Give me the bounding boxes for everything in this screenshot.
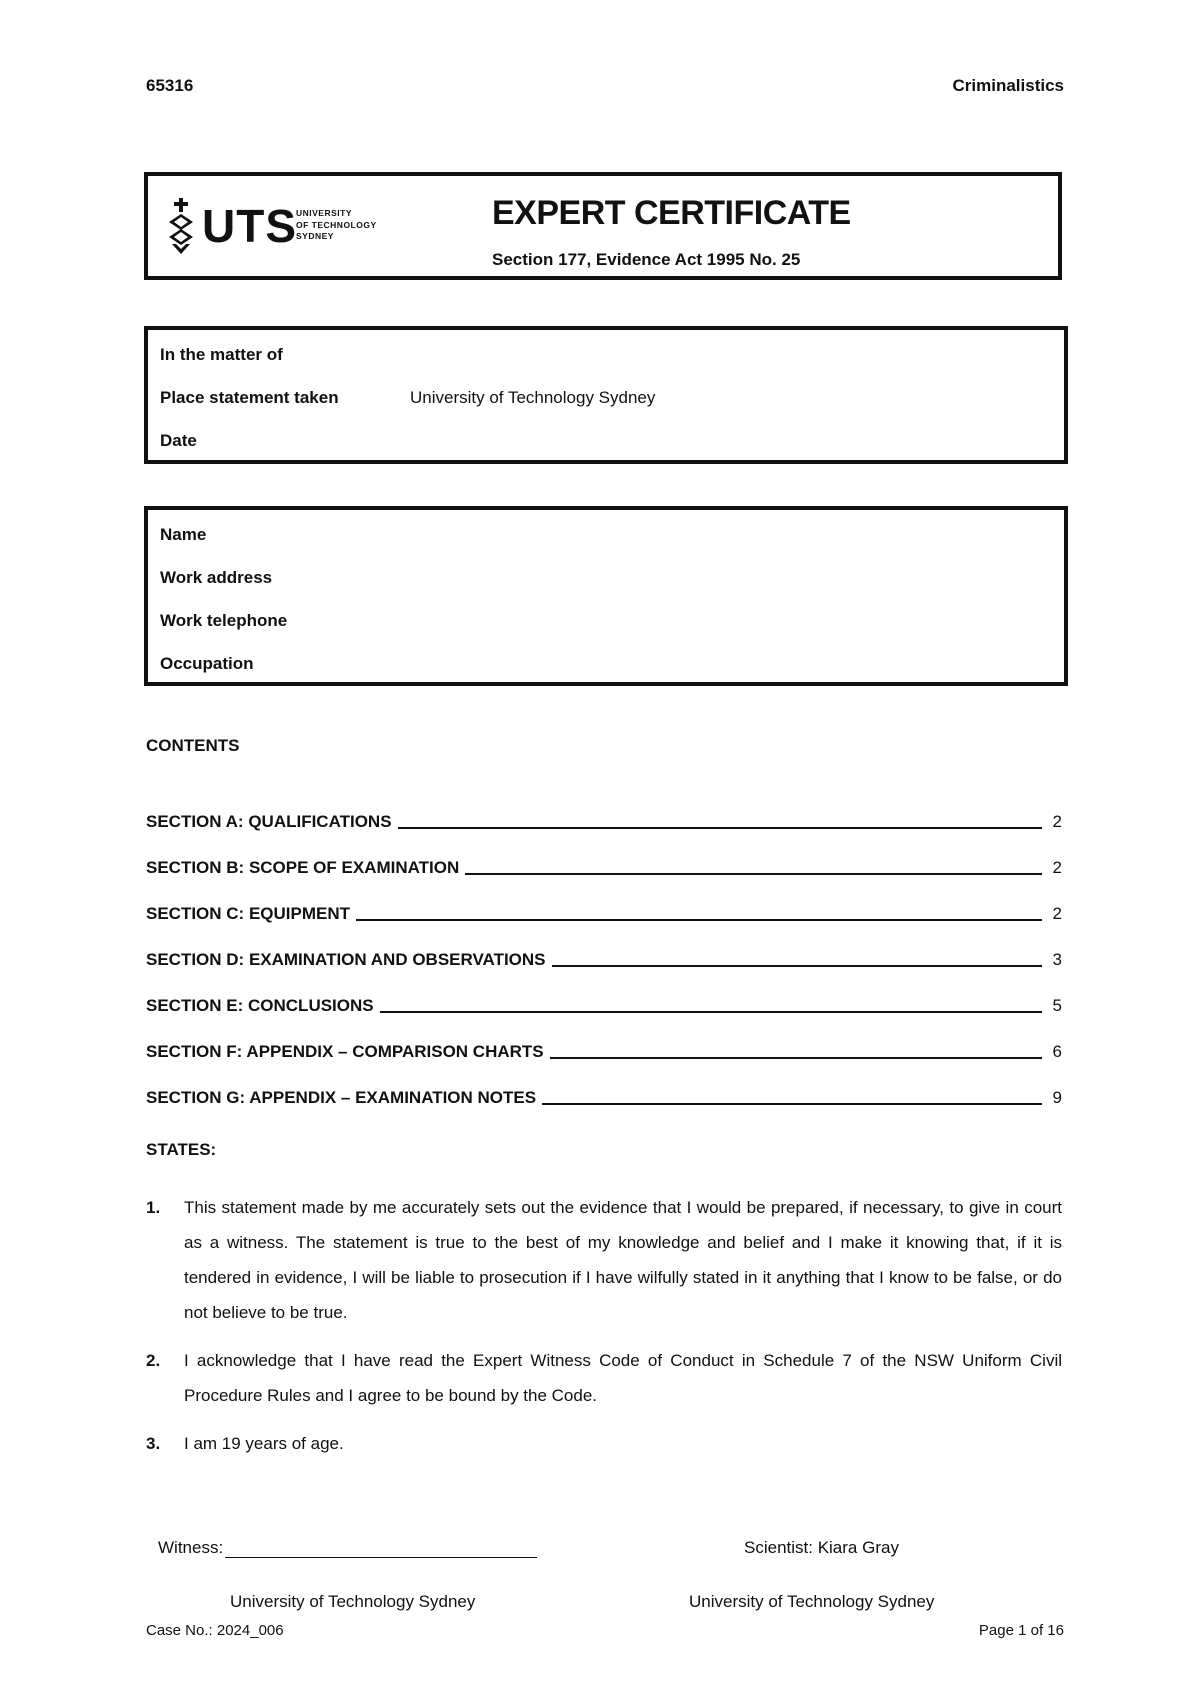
table-of-contents (146, 786, 1062, 1108)
toc-page: 2 (1052, 858, 1062, 877)
place-row (160, 387, 1064, 430)
witness-label: Witness: (158, 1538, 224, 1557)
state-item (146, 1343, 1062, 1413)
toc-leader (552, 965, 1042, 967)
title-box (144, 172, 1062, 280)
matter-row (160, 344, 1064, 387)
toc-item[interactable] (146, 1016, 1062, 1062)
date-label: Date (160, 431, 197, 450)
case-number: Case No.: 2024_006 (146, 1622, 284, 1639)
place-label: Place statement taken (160, 388, 339, 407)
toc-item[interactable] (146, 970, 1062, 1016)
work-telephone-row (160, 610, 1064, 653)
state-text: I acknowledge that I have read the Expert Witness Code of Conduct in Schedule 7 of the NSW Uniform Civil Procedure Rules and I agree to be bound by the Code. (184, 1351, 1062, 1405)
toc-item[interactable] (146, 1062, 1062, 1108)
toc-leader (550, 1057, 1042, 1059)
toc-leader (465, 873, 1042, 875)
occupation-label: Occupation (160, 654, 254, 673)
certificate-section: Section 177, Evidence Act 1995 No. 25 (492, 250, 801, 269)
name-row (160, 524, 1064, 567)
state-item (146, 1190, 1062, 1330)
uts-logo (166, 198, 396, 258)
page-number: Page 1 of 16 (978, 1622, 1064, 1639)
course-code: 65316 (146, 76, 194, 95)
uts-crest-icon (166, 198, 196, 254)
toc-leader (398, 827, 1042, 829)
toc-leader (542, 1103, 1042, 1105)
date-row (160, 430, 1064, 473)
contents-heading: CONTENTS (146, 736, 240, 755)
state-text: This statement made by me accurately sets out the evidence that I would be prepared, if necessary, to give in court as a witness. The statement is true to the best of my knowledge and belief and I make it knowing that, if it is tendered in evidence, I will be liable to prosecution if I have wilfully stated in it anything that I know to be false, or do not believe to be true. (184, 1198, 1062, 1322)
scientist-organisation: University of Technology Sydney (689, 1592, 935, 1611)
toc-leader (356, 919, 1042, 921)
uts-wordmark: UTS (202, 200, 297, 252)
toc-item[interactable] (146, 832, 1062, 878)
person-box (144, 506, 1068, 686)
uts-logo-subtitle: UNIVERSITY OF TECHNOLOGY SYDNEY (296, 208, 377, 241)
state-number: 3. (146, 1434, 161, 1453)
toc-title: SECTION B: SCOPE OF EXAMINATION (146, 858, 460, 877)
toc-title: SECTION A: QUALIFICATIONS (146, 812, 392, 831)
witness-signature-line[interactable] (225, 1538, 537, 1558)
state-number: 2. (146, 1351, 161, 1370)
scientist-signature: Scientist: Kiara Gray (744, 1538, 899, 1557)
states-list (146, 1190, 1062, 1474)
toc-title: SECTION G: APPENDIX – EXAMINATION NOTES (146, 1088, 537, 1107)
certificate-title: EXPERT CERTIFICATE (492, 194, 851, 232)
toc-title: SECTION D: EXAMINATION AND OBSERVATIONS (146, 950, 546, 969)
toc-page: 5 (1052, 996, 1062, 1015)
place-value[interactable]: University of Technology Sydney (410, 388, 656, 407)
witness-signature (158, 1538, 537, 1558)
matter-box (144, 326, 1068, 464)
witness-organisation: University of Technology Sydney (230, 1592, 476, 1611)
state-number: 1. (146, 1198, 161, 1217)
toc-item[interactable] (146, 878, 1062, 924)
toc-title: SECTION E: CONCLUSIONS (146, 996, 374, 1015)
toc-item[interactable] (146, 924, 1062, 970)
work-address-label: Work address (160, 568, 273, 587)
state-text: I am 19 years of age. (184, 1434, 344, 1453)
toc-leader (380, 1011, 1042, 1013)
state-item (146, 1426, 1062, 1461)
toc-page: 6 (1052, 1042, 1062, 1061)
toc-item[interactable] (146, 786, 1062, 832)
toc-page: 9 (1052, 1088, 1062, 1107)
toc-page: 3 (1052, 950, 1062, 969)
work-telephone-label: Work telephone (160, 611, 288, 630)
course-subject: Criminalistics (952, 76, 1064, 95)
toc-page: 2 (1052, 904, 1062, 923)
name-label: Name (160, 525, 207, 544)
states-heading: STATES: (146, 1140, 217, 1159)
toc-title: SECTION F: APPENDIX – COMPARISON CHARTS (146, 1042, 544, 1061)
matter-label: In the matter of (160, 345, 283, 364)
toc-page: 2 (1052, 812, 1062, 831)
occupation-row (160, 653, 1064, 696)
toc-title: SECTION C: EQUIPMENT (146, 904, 351, 923)
work-address-row (160, 567, 1064, 610)
